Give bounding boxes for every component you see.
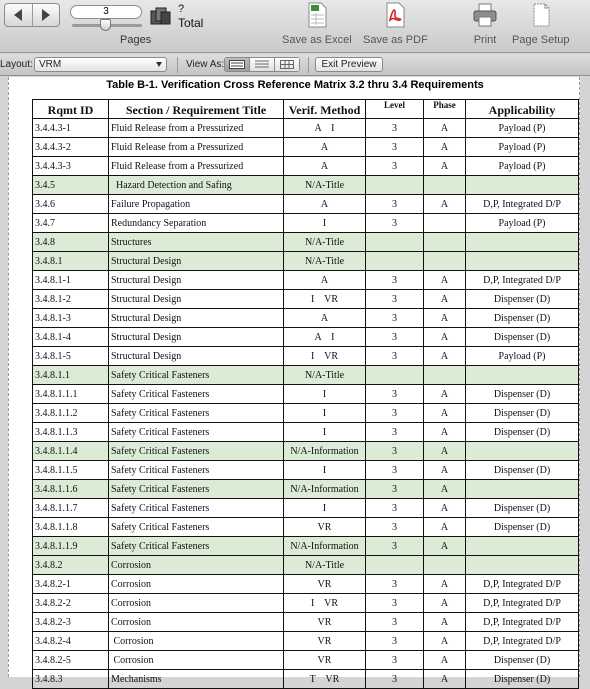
cell-level: 3 [366, 138, 424, 157]
cell-phase [424, 176, 466, 195]
page-setup-button[interactable] [512, 2, 570, 46]
page-setup-label: Page Setup [512, 34, 570, 46]
cell-title: Structural Design [109, 271, 284, 290]
cell-rqmt-id: 3.4.8.1 [33, 252, 109, 271]
cell-applicability: Payload (P) [466, 138, 579, 157]
cell-level: 3 [366, 271, 424, 290]
cell-level: 3 [366, 328, 424, 347]
cell-title: Corrosion [109, 651, 284, 670]
cell-title: Safety Critical Fasteners [109, 537, 284, 556]
cell-title: Safety Critical Fasteners [109, 518, 284, 537]
layout-bar [0, 54, 590, 76]
cell-applicability: Payload (P) [466, 119, 579, 138]
cell-level: 3 [366, 594, 424, 613]
page-slider-thumb[interactable] [100, 19, 111, 31]
cell-verif-method: I [284, 385, 366, 404]
cell-rqmt-id: 3.4.8.1.1.6 [33, 480, 109, 499]
page-number-input[interactable]: 3 [70, 5, 142, 19]
cell-verif-method: A [284, 138, 366, 157]
cell-phase: A [424, 651, 466, 670]
cell-title: Safety Critical Fasteners [109, 442, 284, 461]
exit-preview-button[interactable]: Exit Preview [315, 57, 383, 72]
cell-applicability [466, 252, 579, 271]
table-row [33, 233, 579, 252]
cell-verif-method: A [284, 309, 366, 328]
table-row [33, 157, 579, 176]
layout-select[interactable] [34, 57, 167, 72]
cell-verif-method: N/A-Title [284, 252, 366, 271]
view-as-segmented [224, 57, 300, 72]
cell-verif-method: A I [284, 328, 366, 347]
cell-phase: A [424, 499, 466, 518]
cell-verif-method: N/A-Title [284, 556, 366, 575]
view-page-button[interactable] [225, 58, 249, 71]
cell-rqmt-id: 3.4.7 [33, 214, 109, 233]
cell-phase: A [424, 195, 466, 214]
cell-applicability [466, 480, 579, 499]
cell-verif-method: N/A-Title [284, 176, 366, 195]
table-row [33, 195, 579, 214]
cell-phase: A [424, 385, 466, 404]
cell-rqmt-id: 3.4.4.3-3 [33, 157, 109, 176]
cell-phase: A [424, 328, 466, 347]
cell-rqmt-id: 3.4.8.2-4 [33, 632, 109, 651]
cell-applicability: D,P, Integrated D/P [466, 613, 579, 632]
table-row [33, 461, 579, 480]
cell-verif-method: VR [284, 651, 366, 670]
cell-applicability [466, 537, 579, 556]
table-row [33, 214, 579, 233]
cell-title: Safety Critical Fasteners [109, 366, 284, 385]
col-header-rqmt-id: Rqmt ID [33, 100, 109, 119]
cell-rqmt-id: 3.4.8.1.1.8 [33, 518, 109, 537]
col-header-phase: Phase [424, 100, 466, 119]
col-header-title: Section / Requirement Title [109, 100, 284, 119]
cell-level: 3 [366, 195, 424, 214]
cell-verif-method: I VR [284, 290, 366, 309]
cell-verif-method: A I [284, 119, 366, 138]
cell-level: 3 [366, 347, 424, 366]
cell-title: Corrosion [109, 613, 284, 632]
page-navigation [4, 3, 60, 27]
page-setup-icon [528, 2, 554, 28]
cell-applicability [466, 556, 579, 575]
table-row [33, 309, 579, 328]
cell-level [366, 556, 424, 575]
table-row [33, 594, 579, 613]
cell-applicability: Dispenser (D) [466, 404, 579, 423]
cell-applicability: D,P, Integrated D/P [466, 632, 579, 651]
cell-level [366, 176, 424, 195]
cell-phase [424, 214, 466, 233]
document-page [8, 77, 580, 685]
divider [308, 57, 309, 73]
cell-phase: A [424, 442, 466, 461]
cell-phase: A [424, 271, 466, 290]
cell-phase: A [424, 423, 466, 442]
cell-title: Corrosion [109, 594, 284, 613]
cell-applicability [466, 366, 579, 385]
cell-verif-method: VR [284, 632, 366, 651]
cell-rqmt-id: 3.4.8.2 [33, 556, 109, 575]
cell-verif-method: I [284, 423, 366, 442]
layout-select-value: VRM [39, 59, 62, 70]
cell-rqmt-id: 3.4.8.1-1 [33, 271, 109, 290]
cell-rqmt-id: 3.4.8.1-3 [33, 309, 109, 328]
cell-verif-method: N/A-Title [284, 233, 366, 252]
cell-level: 3 [366, 670, 424, 689]
cell-applicability: Dispenser (D) [466, 328, 579, 347]
cell-phase: A [424, 480, 466, 499]
cell-rqmt-id: 3.4.8.1-2 [33, 290, 109, 309]
cell-level: 3 [366, 499, 424, 518]
cell-level: 3 [366, 119, 424, 138]
table-row [33, 537, 579, 556]
view-page-icon [229, 60, 245, 69]
cell-level: 3 [366, 613, 424, 632]
cell-applicability: Dispenser (D) [466, 651, 579, 670]
col-header-applicability: Applicability [466, 100, 579, 119]
cell-applicability [466, 176, 579, 195]
cell-phase: A [424, 347, 466, 366]
cell-rqmt-id: 3.4.6 [33, 195, 109, 214]
cell-rqmt-id: 3.4.8.2-1 [33, 575, 109, 594]
cell-applicability: Dispenser (D) [466, 385, 579, 404]
save-as-pdf-button[interactable] [363, 2, 428, 46]
cell-applicability: Payload (P) [466, 214, 579, 233]
cell-rqmt-id: 3.4.8.1.1.4 [33, 442, 109, 461]
table-row [33, 366, 579, 385]
cell-title: Corrosion [109, 556, 284, 575]
cell-title: Structural Design [109, 252, 284, 271]
table-body [33, 119, 579, 689]
view-list-button[interactable] [249, 58, 274, 71]
layout-label: Layout: [0, 59, 33, 70]
toolbar [0, 0, 590, 53]
cell-phase: A [424, 119, 466, 138]
view-as-label: View As: [186, 59, 225, 70]
cell-level: 3 [366, 290, 424, 309]
col-header-verif-method: Verif. Method [284, 100, 366, 119]
cell-applicability: Payload (P) [466, 347, 579, 366]
cell-verif-method: N/A-Information [284, 537, 366, 556]
nav-forward-icon [42, 9, 50, 21]
cell-rqmt-id: 3.4.8.1.1.5 [33, 461, 109, 480]
save-as-pdf-label: Save as PDF [363, 34, 428, 46]
cell-phase: A [424, 632, 466, 651]
verification-matrix-table [32, 99, 579, 689]
save-as-excel-button[interactable] [282, 2, 352, 46]
cell-rqmt-id: 3.4.8.1-5 [33, 347, 109, 366]
preview-area[interactable] [0, 77, 590, 685]
cell-phase: A [424, 518, 466, 537]
cell-title: Structural Design [109, 347, 284, 366]
cell-rqmt-id: 3.4.8.1.1.1 [33, 385, 109, 404]
cell-verif-method: N/A-Title [284, 366, 366, 385]
cell-rqmt-id: 3.4.4.3-2 [33, 138, 109, 157]
view-list-icon [255, 60, 269, 69]
table-row [33, 385, 579, 404]
save-as-excel-label: Save as Excel [282, 34, 352, 46]
cell-level: 3 [366, 423, 424, 442]
cell-level: 3 [366, 537, 424, 556]
cell-title: Safety Critical Fasteners [109, 499, 284, 518]
table-row [33, 556, 579, 575]
cell-title: Corrosion [109, 632, 284, 651]
table-header-row [33, 100, 579, 119]
table-row [33, 575, 579, 594]
cell-title: Fluid Release from a Pressurized [109, 119, 284, 138]
cell-applicability [466, 233, 579, 252]
cell-title: Safety Critical Fasteners [109, 385, 284, 404]
cell-title: Safety Critical Fasteners [109, 480, 284, 499]
cell-phase: A [424, 670, 466, 689]
total-label: Total [178, 16, 204, 30]
printer-icon [472, 2, 498, 28]
cell-verif-method: VR [284, 518, 366, 537]
table-row [33, 423, 579, 442]
dropdown-caret-icon [156, 62, 162, 67]
prev-page-button[interactable] [5, 4, 32, 26]
table-row [33, 119, 579, 138]
cell-level [366, 366, 424, 385]
cell-applicability: Dispenser (D) [466, 499, 579, 518]
cell-verif-method: T VR [284, 670, 366, 689]
cell-title: Failure Propagation [109, 195, 284, 214]
cell-rqmt-id: 3.4.8.2-3 [33, 613, 109, 632]
table-row [33, 138, 579, 157]
table-row [33, 176, 579, 195]
cell-applicability: Payload (P) [466, 157, 579, 176]
table-row [33, 518, 579, 537]
cell-level: 3 [366, 442, 424, 461]
cell-level: 3 [366, 575, 424, 594]
next-page-button[interactable] [32, 4, 60, 26]
table-row [33, 271, 579, 290]
excel-icon [304, 2, 330, 28]
cell-title: Safety Critical Fasteners [109, 404, 284, 423]
table-row [33, 670, 579, 689]
table-row [33, 442, 579, 461]
cell-applicability: Dispenser (D) [466, 518, 579, 537]
cell-verif-method: I [284, 499, 366, 518]
cell-level: 3 [366, 461, 424, 480]
cell-rqmt-id: 3.4.8 [33, 233, 109, 252]
cell-verif-method: I [284, 404, 366, 423]
cell-level: 3 [366, 157, 424, 176]
cell-applicability: D,P, Integrated D/P [466, 594, 579, 613]
cell-applicability: D,P, Integrated D/P [466, 575, 579, 594]
cell-phase: A [424, 404, 466, 423]
cell-verif-method: I VR [284, 347, 366, 366]
cell-rqmt-id: 3.4.5 [33, 176, 109, 195]
cell-title: Safety Critical Fasteners [109, 423, 284, 442]
cell-title: Structural Design [109, 328, 284, 347]
cell-title: Redundancy Separation [109, 214, 284, 233]
table-row [33, 613, 579, 632]
cell-verif-method: I VR [284, 594, 366, 613]
cell-rqmt-id: 3.4.8.1.1.2 [33, 404, 109, 423]
cell-level: 3 [366, 404, 424, 423]
col-header-level: Level [366, 100, 424, 119]
cell-level: 3 [366, 518, 424, 537]
cell-title: Hazard Detection and Safing [109, 176, 284, 195]
table-row [33, 290, 579, 309]
table-row [33, 651, 579, 670]
cell-rqmt-id: 3.4.8.3 [33, 670, 109, 689]
cell-level [366, 252, 424, 271]
table-row [33, 632, 579, 651]
cell-applicability: Dispenser (D) [466, 309, 579, 328]
cell-phase [424, 366, 466, 385]
cell-verif-method: VR [284, 575, 366, 594]
cell-rqmt-id: 3.4.8.2-2 [33, 594, 109, 613]
cell-phase [424, 233, 466, 252]
cell-phase: A [424, 613, 466, 632]
cell-phase: A [424, 157, 466, 176]
table-row [33, 480, 579, 499]
cell-rqmt-id: 3.4.8.1.1 [33, 366, 109, 385]
cell-phase: A [424, 309, 466, 328]
cell-title: Mechanisms [109, 670, 284, 689]
cell-phase: A [424, 461, 466, 480]
cell-applicability: D,P, Integrated D/P [466, 271, 579, 290]
cell-phase: A [424, 138, 466, 157]
cell-title: Structural Design [109, 309, 284, 328]
cell-phase: A [424, 575, 466, 594]
cell-level: 3 [366, 214, 424, 233]
cell-verif-method: VR [284, 613, 366, 632]
cell-verif-method: A [284, 271, 366, 290]
cell-level: 3 [366, 385, 424, 404]
cell-phase: A [424, 594, 466, 613]
cell-level: 3 [366, 632, 424, 651]
document-title: Table B-1. Verification Cross Reference Matrix 3.2 thru 3.4 Requirements [106, 79, 484, 91]
cell-title: Fluid Release from a Pressurized [109, 157, 284, 176]
cell-level: 3 [366, 480, 424, 499]
table-row [33, 328, 579, 347]
table-row [33, 347, 579, 366]
view-grid-button[interactable] [274, 58, 299, 71]
table-row [33, 499, 579, 518]
table-row [33, 252, 579, 271]
cell-applicability: Dispenser (D) [466, 290, 579, 309]
cell-title: Structural Design [109, 290, 284, 309]
nav-back-icon [14, 9, 22, 21]
table-row [33, 404, 579, 423]
cell-title: Safety Critical Fasteners [109, 461, 284, 480]
cell-verif-method: I [284, 214, 366, 233]
cell-rqmt-id: 3.4.8.1.1.9 [33, 537, 109, 556]
cell-verif-method: N/A-Information [284, 480, 366, 499]
cell-rqmt-id: 3.4.4.3-1 [33, 119, 109, 138]
cell-applicability: Dispenser (D) [466, 461, 579, 480]
cell-applicability: Dispenser (D) [466, 423, 579, 442]
print-label: Print [473, 34, 497, 46]
cell-level [366, 233, 424, 252]
cell-phase [424, 252, 466, 271]
cell-verif-method: A [284, 157, 366, 176]
cell-title: Corrosion [109, 575, 284, 594]
total-count: ? [178, 3, 185, 15]
cell-rqmt-id: 3.4.8.1.1.7 [33, 499, 109, 518]
cell-phase [424, 556, 466, 575]
page-icon [150, 6, 172, 26]
cell-applicability: Dispenser (D) [466, 670, 579, 689]
view-grid-icon [280, 60, 294, 69]
cell-rqmt-id: 3.4.8.2-5 [33, 651, 109, 670]
cell-applicability: D,P, Integrated D/P [466, 195, 579, 214]
cell-phase: A [424, 290, 466, 309]
cell-phase: A [424, 537, 466, 556]
cell-title: Structures [109, 233, 284, 252]
pdf-icon [382, 2, 408, 28]
cell-verif-method: I [284, 461, 366, 480]
cell-rqmt-id: 3.4.8.1.1.3 [33, 423, 109, 442]
cell-level: 3 [366, 309, 424, 328]
cell-rqmt-id: 3.4.8.1-4 [33, 328, 109, 347]
print-button[interactable] [472, 2, 498, 46]
cell-verif-method: A [284, 195, 366, 214]
pages-label: Pages [120, 34, 152, 46]
cell-title: Fluid Release from a Pressurized [109, 138, 284, 157]
cell-level: 3 [366, 651, 424, 670]
cell-applicability [466, 442, 579, 461]
cell-verif-method: N/A-Information [284, 442, 366, 461]
divider [177, 57, 178, 73]
